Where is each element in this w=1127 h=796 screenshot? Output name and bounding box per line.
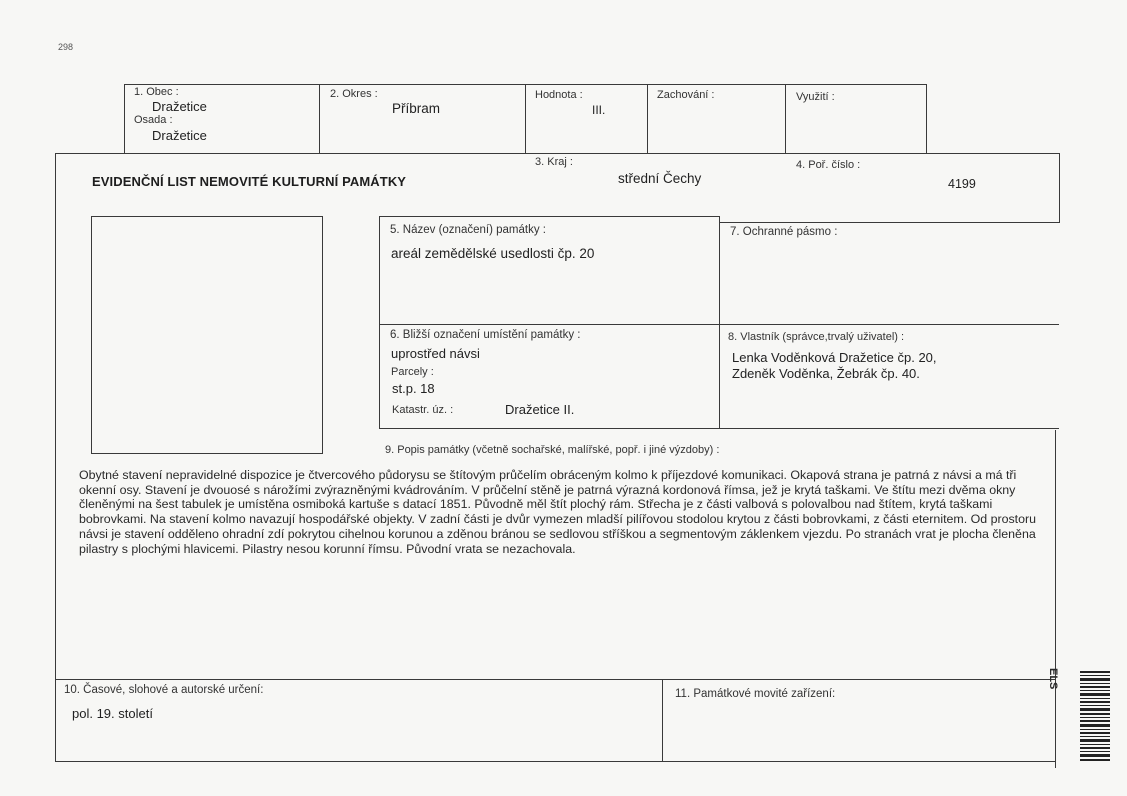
nazev-value: areál zemědělské usedlosti čp. 20 [391, 246, 595, 261]
vlastnik-label: 8. Vlastník (správce,trvalý uživatel) : [728, 331, 905, 343]
hodnota-label: Hodnota : [535, 89, 583, 101]
form-title: EVIDENČNÍ LIST NEMOVITÉ KULTURNÍ PAMÁTKY [92, 174, 407, 189]
vlastnik-line-2: Zdeněk Voděnka, Žebrák čp. 40. [732, 366, 920, 381]
nazev-label: 5. Název (označení) památky : [390, 224, 546, 236]
photo-placeholder [91, 216, 323, 454]
vyuziti-label: Využití : [796, 91, 835, 103]
page-number: 298 [58, 42, 74, 52]
kraj-label: 3. Kraj : [535, 156, 573, 168]
osada-label: Osada : [134, 114, 173, 126]
popis-paragraph: Obytné stavení nepravidelné dispozice je čtvercového půdorysu se štítovým průčelím obráceným kolmo k příjezdové komunikaci. Okapová strana je patrná z návsi a má tři okenní osy. Stavení je dvouosé s nárožími zvýrazněnými kvádrováním. V průčelní stěně je patrná výrazná kordonová římsa, jež je krytá taškami. Ve štítu mezi dvěma okny členěnými na šest tabulek je umístěna osmiboká kartuše s datací 1851. Původně měl štít plochý rám. Střecha je z části valbová s polovalbou nad štítem, krytá taškami bobrovkami. Na stavení kolmo navazují hospodářské objekty. V zadní části je dvůr vymezen mladší pilířovou stodolou krytou z části bobrovkami, z části eternitem. Od prostoru návsi je stavení odděleno ohradní zdí pokrytou cihelnou korunou a zděnou bránou se sedlovou stříškou a segmentovým záklenkem vjezdu. Po stranách vrat je plocha členěna pilastry s plochými hlavicemi. Pilastry nesou korunní římsu. Původní vrata se nezachovala. [79, 468, 1037, 556]
kraj-value: střední Čechy [618, 171, 702, 186]
obec-value: Dražetice [152, 99, 207, 114]
obec-label: 1. Obec : [134, 86, 179, 98]
casove-urceni-label: 10. Časové, slohové a autorské určení: [64, 684, 264, 696]
katastr-value: Dražetice II. [505, 402, 575, 417]
por-cislo-value: 4199 [948, 177, 976, 191]
vlastnik-line-1: Lenka Voděnková Dražetice čp. 20, [732, 350, 937, 365]
hodnota-value: III. [592, 103, 606, 117]
parcely-value: st.p. 18 [392, 381, 435, 396]
zachovani-label: Zachování : [657, 89, 715, 101]
umisteni-label: 6. Bližší označení umístění památky : [390, 329, 581, 341]
movite-zarizeni-label: 11. Památkové movité zařízení: [675, 688, 836, 700]
por-cislo-label: 4. Poř. číslo : [796, 159, 861, 171]
okres-value: Příbram [392, 101, 441, 116]
ochranne-pasmo-label: 7. Ochranné pásmo : [730, 226, 838, 238]
casove-urceni-value: pol. 19. století [72, 706, 153, 721]
umisteni-value: uprostřed návsi [391, 346, 480, 361]
barcode-icon [1080, 671, 1110, 763]
popis-text [79, 468, 1054, 556]
katastr-label: Katastr. úz. : [392, 404, 454, 416]
okres-label: 2. Okres : [330, 88, 378, 100]
popis-label: 9. Popis památky (včetně sochařské, malířské, popř. i jiné výzdoby) : [385, 444, 720, 456]
parcely-label: Parcely : [391, 366, 434, 378]
els-label: ELS [1047, 668, 1059, 690]
osada-value: Dražetice [152, 128, 207, 143]
